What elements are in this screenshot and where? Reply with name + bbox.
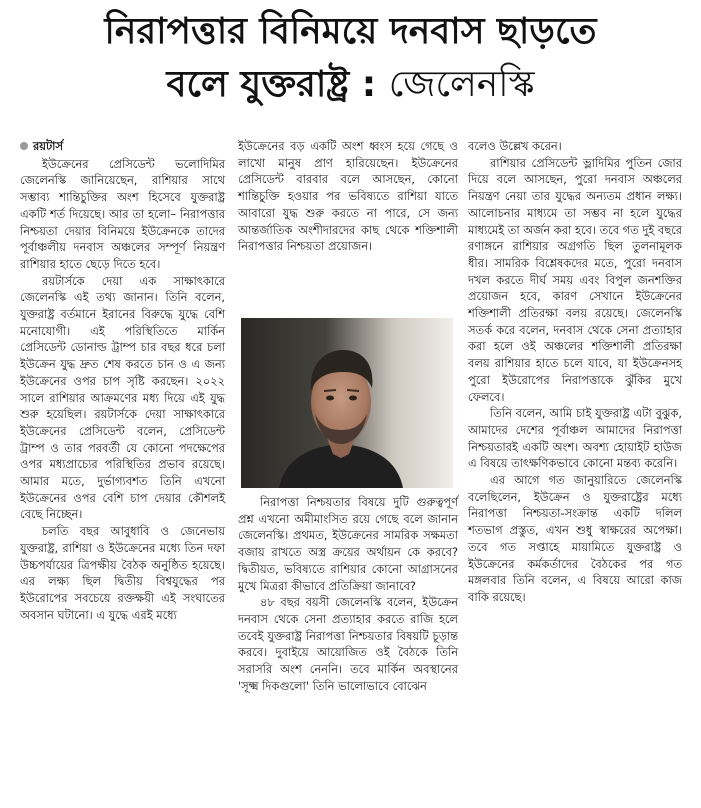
bullet-icon	[20, 142, 28, 150]
zelensky-photo	[241, 318, 453, 488]
portrait-illustration	[241, 318, 453, 488]
paragraph: চলতি বছর আবুধাবি ও জেনেভায় যুক্তরাষ্ট্র, রাশিয়া ও ইউক্রেনের মধ্যে তিন দফা উচ্চপর্যায়ের ত্রিপক্ষীয় বৈঠক অনুষ্ঠিত হয়েছে। এর লক্ষ্য ছিল দ্বিতীয় বিশ্বযুদ্ধের পর ইউরোপের সবচেয়ে রক্তক্ষয়ী এই সংঘাতের অবসান ঘটানো। এ যুদ্ধে এরই মধ্যে	[20, 524, 225, 622]
paragraph: ৪৮ বছর বয়সী জেলেনস্কি বলেন, ইউক্রেন দনবাস থেকে সেনা প্রত্যাহার করতে রাজি হলে তবেই যুক্তরাষ্ট্র নিরাপত্তা নিশ্চয়তার বিষয়টি চূড়ান্ত করবে। দুবাইয়ে আয়োজিত ওই বৈঠকে তিনি সরাসরি অংশ নেননি। তবে মার্কিন অবস্থানের 'সূক্ষ্ম দিকগুলো' তিনি ভালোভাবে বোঝেন	[238, 595, 458, 693]
byline	[20, 138, 225, 155]
headline-name: জেলেনস্কি	[388, 64, 535, 105]
byline-source: রয়টার্স	[33, 139, 64, 153]
paragraph: রয়টার্সকে দেয়া এক সাক্ষাৎকারে জেলেনস্কি এই তথ্য জানান। তিনি বলেন, যুক্তরাষ্ট্র বর্তমানে ইরানের বিরুদ্ধে যুদ্ধে বেশি মনোযোগী। এই পরিস্থিতিতে মার্কিন প্রেসিডেন্ট ডোনাল্ড ট্রাম্প চার বছর ধরে চলা ইউক্রেন যুদ্ধ দ্রুত শেষ করতে চান ও এ জন্য ইউক্রেনের ওপর চাপ সৃষ্টি করছেন। ২০২২ সালে রাশিয়ার আক্রমণের মধ্য দিয়ে এই যুদ্ধ শুরু হয়েছিল। রয়টার্সকে দেয়া সাক্ষাৎকারে ইউক্রেনের প্রেসিডেন্ট বলেন, প্রেসিডেন্ট ট্রাম্প ও তার পরবর্তী যে কোনো পদক্ষেপের ওপর মধ্যপ্রাচ্যের পরিস্থিতির প্রভাব রয়েছে। আমার মতে, দুর্ভাগ্যবশত তিনি এখনো ইউক্রেনের ওপর বেশি চাপ দেয়ার কৌশলই বেছে নিচ্ছেন।	[20, 273, 225, 522]
headline-line-1: নিরাপত্তার বিনিময়ে দনবাস ছাড়তে	[104, 11, 597, 52]
headline-line-2-main: বলে যুক্তরাষ্ট্র :	[166, 64, 389, 105]
article-column-2	[238, 138, 458, 255]
paragraph: ইউক্রেনের বড় একটি অংশ ধ্বংস হয়ে গেছে ও লাখো মানুষ প্রাণ হারিয়েছেন। ইউক্রেনের প্রেসিডেন্ট বারবার বলে আসছেন, কোনো শান্তিচুক্তি হওয়ার পর ভবিষ্যতে রাশিয়া যাতে আবারো যুদ্ধ শুরু করতে না পারে, সে জন্য আন্তর্জাতিক অংশীদারদের কাছ থেকে শক্তিশালী নিরাপত্তার নিশ্চয়তা প্রয়োজন।	[238, 139, 458, 254]
paragraph: তিনি বলেন, আমি চাই যুক্তরাষ্ট্র এটা বুঝুক, আমাদের দেশের পূর্বাঞ্চল আমাদের নিরাপত্তা নিশ্চয়তারই একটি অংশ। অবশ্য হোয়াইট হাউজ এ বিষয়ে তাৎক্ষণিকভাবে কোনো মন্তব্য করেনি।	[468, 406, 682, 471]
article-column-3	[468, 138, 682, 606]
paragraph: এর আগে গত জানুয়ারিতে জেলেনস্কি বলেছিলেন, ইউক্রেন ও যুক্তরাষ্ট্রের মধ্যে নিরাপত্তা নিশ্চয়তা-সংক্রান্ত একটি দলিল শতভাগ প্রস্তুত, এখন শুধু স্বাক্ষরের অপেক্ষা। তবে গত সপ্তাহে মায়ামিতে যুক্তরাষ্ট্র ও ইউক্রেনের কর্মকর্তাদের বৈঠকের পর গত মঙ্গলবার তিনি বলেন, এ বিষয়ে আরো কাজ বাকি রয়েছে।	[468, 473, 682, 604]
paragraph: ইউক্রেনের প্রেসিডেন্ট ভলোদিমির জেলেনস্কি জানিয়েছেন, রাশিয়ার সাথে সম্ভাব্য শান্তিচুক্তির অংশ হিসেবে যুক্তরাষ্ট্র একটি শর্ত দিয়েছে। আর তা হলো– নিরাপত্তার নিশ্চয়তা দেয়ার বিনিময়ে ইউক্রেনকে তাদের পূর্বাঞ্চলীয় দনবাস অঞ্চলের সম্পূর্ণ নিয়ন্ত্রণ রাশিয়ার হাতে ছেড়ে দিতে হবে।	[20, 156, 225, 271]
paragraph: রাশিয়ার প্রেসিডেন্ট ভ্লাদিমির পুতিন জোর দিয়ে বলে আসছেন, পুরো দনবাস অঞ্চলের নিয়ন্ত্রণ নেয়া তার যুদ্ধের অন্যতম প্রধান লক্ষ্য। আলোচনার মাধ্যমে তা সম্ভব না হলে যুদ্ধের মাধ্যমেই তা অর্জন করা হবে। তবে গত দুই বছরে রণাঙ্গনে রাশিয়ার অগ্রগতি ছিল তুলনামূলক ধীর। সামরিক বিশ্লেষকদের মতে, পুরো দনবাস দখল করতে দীর্ঘ সময় এবং বিপুল জনশক্তির প্রয়োজন হবে, কারণ সেখানে ইউক্রেনের শক্তিশালী প্রতিরক্ষা বলয় রয়েছে। জেলেনস্কি সতর্ক করে বলেন, দনবাস থেকে সেনা প্রত্যাহার করা হলে ওই অঞ্চলের শক্তিশালী প্রতিরক্ষা বলয় রাশিয়ার হাতে চলে যাবে, যা ইউক্রেনসহ পুরো ইউরোপের নিরাপত্তাকে ঝুঁকির মুখে ফেলবে।	[468, 155, 682, 404]
article-column-1	[20, 138, 225, 623]
paragraph: নিরাপত্তা নিশ্চয়তার বিষয়ে দুটি গুরুত্বপূর্ণ প্রশ্ন এখনো অমীমাংসিত রয়ে গেছে বলে জানান জেলেনস্কি। প্রথমত, ইউক্রেনের সামরিক সক্ষমতা বজায় রাখতে অস্ত্র ক্রয়ের অর্থায়ন কে করবে? দ্বিতীয়ত, ভবিষ্যতে রাশিয়ার কোনো আগ্রাসনের মুখে মিত্ররা কীভাবে প্রতিক্রিয়া জানাবে?	[238, 495, 458, 593]
headline	[0, 6, 701, 112]
headline-line-2	[0, 58, 701, 112]
article-column-2-continued	[238, 494, 458, 694]
paragraph: বলেও উল্লেখ করেন।	[468, 139, 562, 153]
